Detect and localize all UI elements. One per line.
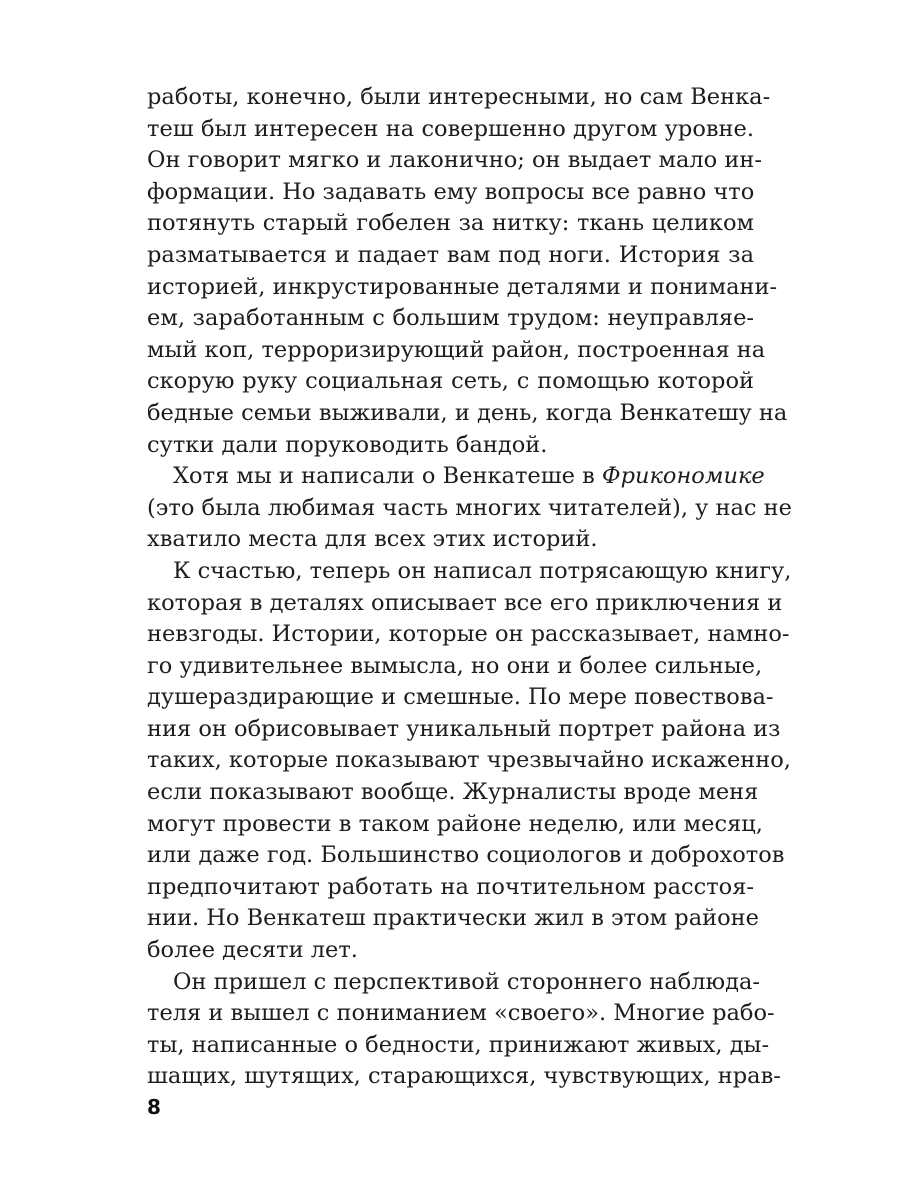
text-line: скорую руку социальная сеть, с помощью которой [147,368,754,395]
text-line: невзгоды. Истории, которые он рассказывает, намно- [147,621,790,648]
text-line: душераздирающие и смешные. По мере повествова- [147,684,774,711]
text-line: бедные семьи выживали, и день, когда Венкатешу на [147,399,788,426]
text-line: ты, написанные о бедности, принижают живых, ды- [147,1031,770,1058]
text-line: ния он обрисовывает уникальный портрет района из [147,715,781,742]
book-title-italic: Фрикономике [601,463,765,490]
paragraph-3 [147,556,792,967]
text-line: могут провести в таком районе неделю, или месяц, [147,810,763,837]
text-line: К счастью, теперь он написал потрясающую книгу, [173,557,792,584]
text-line: шащих, шутящих, старающихся, чувствующих, нрав- [147,1063,781,1090]
text-line: сутки дали поруководить бандой. [147,431,548,458]
page-number: 8 [147,1095,161,1119]
text-line: которая в деталях описывает все его приключения и [147,589,783,616]
text-line: го удивительнее вымысла, но они и более сильные, [147,652,763,679]
text-line: предпочитают работать на почтительном расстоя- [147,873,754,900]
text-line: теш был интересен на совершенно другом уровне. [147,115,754,142]
text-line: или даже год. Большинство социологов и доброхотов [147,842,785,869]
paragraph-1 [147,82,788,461]
paragraph-4 [147,967,781,1093]
text-span: Хотя мы и написали о Венкатеше в [173,463,602,490]
text-line: формации. Но задавать ему вопросы все равно что [147,178,755,205]
text-line: таких, которые показывают чрезвычайно искаженно, [147,747,791,774]
paragraph-2 [147,461,792,556]
text-line: мый коп, терроризирующий район, построенная на [147,336,766,363]
text-line: Он говорит мягко и лаконично; он выдает мало ин- [147,147,762,174]
text-line: работы, конечно, были интересными, но сам Венка- [147,84,771,110]
text-line: (это была любимая часть многих читателей), у нас не [147,494,792,521]
text-line: историей, инкрустированные деталями и понимани- [147,273,778,300]
text-line: более десяти лет. [147,937,358,964]
text-line: разматывается и падает вам под ноги. История за [147,241,754,268]
text-line: потянуть старый гобелен за нитку: ткань целиком [147,210,754,237]
text-line: Он пришел с перспективой стороннего наблюда- [173,968,760,995]
text-line: если показывают вообще. Журналисты вроде меня [147,779,759,806]
text-line: теля и вышел с пониманием «своего». Многие рабо- [147,1000,775,1027]
body-text [147,82,792,1093]
text-line: ем, заработанным с большим трудом: неуправляе- [147,305,754,332]
text-line [147,461,765,493]
text-line: хватило места для всех этих историй. [147,526,598,553]
text-line: нии. Но Венкатеш практически жил в этом районе [147,905,759,932]
